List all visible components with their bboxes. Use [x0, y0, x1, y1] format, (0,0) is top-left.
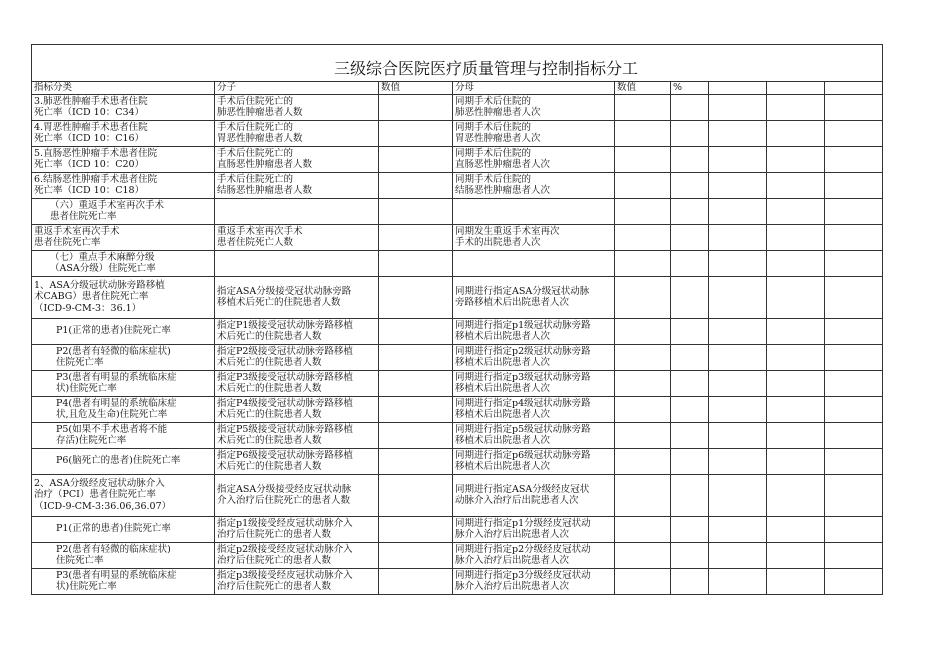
category-cell: （六）重返手术室再次手术 患者住院死亡率: [32, 198, 215, 224]
blank-cell[interactable]: [825, 318, 883, 344]
denominator-value-cell[interactable]: [615, 224, 671, 250]
blank-cell[interactable]: [709, 516, 767, 542]
table-row: [32, 370, 883, 396]
numerator-value-cell[interactable]: [379, 568, 453, 594]
indicator-table: [31, 44, 883, 595]
numerator-value-cell[interactable]: [379, 172, 453, 198]
blank-cell[interactable]: [825, 516, 883, 542]
category-cell: 重返手术室再次手术 患者住院死亡率: [32, 224, 215, 250]
denominator-value-cell[interactable]: [615, 146, 671, 172]
blank-cell[interactable]: [825, 198, 883, 224]
denominator-cell: 同期进行指定ASA分级冠状动脉 旁路移植术后出院患者人次: [453, 276, 615, 318]
table-row: [32, 224, 883, 250]
blank-cell[interactable]: [825, 276, 883, 318]
table-row: [32, 120, 883, 146]
numerator-value-cell[interactable]: [379, 318, 453, 344]
denominator-cell: 同期进行指定p3级冠状动脉旁路 移植术后出院患者人次: [453, 370, 615, 396]
category-cell: 2、ASA分级经皮冠状动脉介入 治疗（PCI）患者住院死亡率 （ICD-9-CM-3:36.06,36.07）: [32, 474, 215, 516]
category-cell: 5.直肠恶性肿瘤手术患者住院 死亡率（ICD 10：C20）: [32, 146, 215, 172]
table-row: [32, 542, 883, 568]
page-title: 三级综合医院医疗质量管理与控制指标分工: [334, 58, 639, 78]
numerator-cell: 指定P1级接受冠状动脉旁路移植 术后死亡的住院患者人数: [215, 318, 379, 344]
percent-cell[interactable]: [671, 422, 709, 448]
denominator-cell: 同期进行指定p1级冠状动脉旁路 移植术后出院患者人次: [453, 318, 615, 344]
numerator-cell: 手术后住院死亡的 胃恶性肿瘤患者人数: [215, 120, 379, 146]
blank-cell[interactable]: [709, 568, 767, 594]
table-row: [32, 422, 883, 448]
denominator-cell: 同期进行指定p1分级经皮冠状动 脉介入治疗后出院患者人次: [453, 516, 615, 542]
denominator-cell: [453, 250, 615, 276]
blank-cell[interactable]: [825, 120, 883, 146]
blank-cell[interactable]: [767, 120, 825, 146]
blank-cell[interactable]: [825, 146, 883, 172]
numerator-value-cell[interactable]: [379, 146, 453, 172]
blank-cell[interactable]: [709, 146, 767, 172]
category-cell: P3(患者有明显的系统临床症 状)住院死亡率: [32, 370, 215, 396]
blank-cell[interactable]: [709, 542, 767, 568]
numerator-value-cell[interactable]: [379, 396, 453, 422]
blank-cell[interactable]: [825, 370, 883, 396]
numerator-value-cell[interactable]: [379, 276, 453, 318]
category-cell: P3(患者有明显的系统临床症 状)住院死亡率: [32, 568, 215, 594]
blank-cell[interactable]: [709, 276, 767, 318]
blank-cell[interactable]: [825, 542, 883, 568]
blank-cell[interactable]: [709, 318, 767, 344]
blank-cell[interactable]: [825, 344, 883, 370]
title-cell: [32, 45, 883, 82]
blank-cell[interactable]: [709, 422, 767, 448]
header-blank: [767, 81, 825, 94]
denominator-value-cell[interactable]: [615, 318, 671, 344]
denominator-value-cell[interactable]: [615, 516, 671, 542]
numerator-value-cell[interactable]: [379, 422, 453, 448]
blank-cell[interactable]: [767, 318, 825, 344]
numerator-cell: 指定p1级接受经皮冠状动脉介入 治疗后住院死亡的患者人数: [215, 516, 379, 542]
header-blank: [709, 81, 767, 94]
numerator-cell: 指定ASA分级接受冠状动脉旁路 移植术后死亡的住院患者人数: [215, 276, 379, 318]
denominator-cell: 同期进行指定ASA分级经皮冠状 动脉介入治疗后出院患者人次: [453, 474, 615, 516]
category-cell: P1(正常的患者)住院死亡率: [32, 516, 215, 542]
table-row: [32, 474, 883, 516]
percent-cell[interactable]: [671, 250, 709, 276]
denominator-cell: 同期手术后住院的 胃恶性肿瘤患者人次: [453, 120, 615, 146]
denominator-cell: [453, 198, 615, 224]
blank-cell[interactable]: [825, 94, 883, 120]
numerator-value-cell[interactable]: [379, 120, 453, 146]
percent-cell[interactable]: [671, 198, 709, 224]
header-numerator-value: 数值: [379, 81, 453, 94]
percent-cell[interactable]: [671, 224, 709, 250]
numerator-value-cell[interactable]: [379, 448, 453, 474]
category-cell: 1、ASA分级冠状动脉旁路移植 术CABG）患者住院死亡率 （ICD-9-CM-3：36.1）: [32, 276, 215, 318]
percent-cell[interactable]: [671, 396, 709, 422]
header-percent: %: [671, 81, 709, 94]
denominator-cell: 同期进行指定p2分级经皮冠状动 脉介入治疗后出院患者人次: [453, 542, 615, 568]
percent-cell[interactable]: [671, 276, 709, 318]
blank-cell[interactable]: [767, 396, 825, 422]
numerator-cell: 手术后住院死亡的 肺恶性肿瘤患者人数: [215, 94, 379, 120]
blank-cell[interactable]: [767, 422, 825, 448]
category-cell: P2(患者有轻微的临床症状) 住院死亡率: [32, 344, 215, 370]
percent-cell[interactable]: [671, 146, 709, 172]
blank-cell[interactable]: [767, 94, 825, 120]
blank-cell[interactable]: [767, 198, 825, 224]
blank-cell[interactable]: [767, 344, 825, 370]
blank-cell[interactable]: [825, 568, 883, 594]
percent-cell[interactable]: [671, 344, 709, 370]
percent-cell[interactable]: [671, 172, 709, 198]
numerator-cell: 指定p2级接受经皮冠状动脉介入 治疗后住院死亡的患者人数: [215, 542, 379, 568]
blank-cell[interactable]: [767, 568, 825, 594]
denominator-cell: 同期进行指定p2级冠状动脉旁路 移植术后出院患者人次: [453, 344, 615, 370]
blank-cell[interactable]: [825, 396, 883, 422]
blank-cell[interactable]: [825, 250, 883, 276]
numerator-value-cell[interactable]: [379, 344, 453, 370]
numerator-value-cell[interactable]: [379, 224, 453, 250]
denominator-value-cell[interactable]: [615, 276, 671, 318]
numerator-value-cell[interactable]: [379, 516, 453, 542]
blank-cell[interactable]: [767, 172, 825, 198]
blank-cell[interactable]: [709, 474, 767, 516]
numerator-value-cell[interactable]: [379, 542, 453, 568]
blank-cell[interactable]: [825, 474, 883, 516]
numerator-cell: 指定p3级接受经皮冠状动脉介入 治疗后住院死亡的患者人数: [215, 568, 379, 594]
numerator-cell: [215, 198, 379, 224]
denominator-value-cell[interactable]: [615, 474, 671, 516]
percent-cell[interactable]: [671, 120, 709, 146]
table-row: [32, 276, 883, 318]
denominator-value-cell[interactable]: [615, 396, 671, 422]
category-cell: P1(正常的患者)住院死亡率: [32, 318, 215, 344]
table-row: [32, 250, 883, 276]
table-row: [32, 516, 883, 542]
table-row: [32, 448, 883, 474]
blank-cell[interactable]: [825, 448, 883, 474]
numerator-cell: 指定ASA分级接受经皮冠状动脉 介入治疗后住院死亡的患者人数: [215, 474, 379, 516]
denominator-cell: 同期进行指定p6级冠状动脉旁路 移植术后出院患者人次: [453, 448, 615, 474]
denominator-cell: 同期发生重返手术室再次 手术的出院患者人次: [453, 224, 615, 250]
denominator-value-cell[interactable]: [615, 250, 671, 276]
blank-cell[interactable]: [767, 448, 825, 474]
numerator-cell: 指定P3级接受冠状动脉旁路移植 术后死亡的住院患者人数: [215, 370, 379, 396]
header-blank: [825, 81, 883, 94]
blank-cell[interactable]: [709, 344, 767, 370]
table-row: [32, 94, 883, 120]
numerator-cell: 指定P4级接受冠状动脉旁路移植 术后死亡的住院患者人数: [215, 396, 379, 422]
blank-cell[interactable]: [825, 224, 883, 250]
category-cell: P2(患者有轻微的临床症状) 住院死亡率: [32, 542, 215, 568]
denominator-value-cell[interactable]: [615, 370, 671, 396]
category-cell: 3.肺恶性肿瘤手术患者住院 死亡率（ICD 10：C34）: [32, 94, 215, 120]
spreadsheet: [31, 44, 882, 595]
numerator-value-cell[interactable]: [379, 370, 453, 396]
denominator-cell: 同期手术后住院的 肺恶性肿瘤患者人次: [453, 94, 615, 120]
category-cell: 4.胃恶性肿瘤手术患者住院 死亡率（ICD 10：C16）: [32, 120, 215, 146]
blank-cell[interactable]: [767, 146, 825, 172]
denominator-value-cell[interactable]: [615, 172, 671, 198]
table-row: [32, 172, 883, 198]
percent-cell[interactable]: [671, 370, 709, 396]
denominator-cell: 同期手术后住院的 直肠恶性肿瘤患者人次: [453, 146, 615, 172]
numerator-cell: 手术后住院死亡的 直肠恶性肿瘤患者人数: [215, 146, 379, 172]
blank-cell[interactable]: [709, 250, 767, 276]
header-category: 指标分类: [32, 81, 215, 94]
denominator-value-cell[interactable]: [615, 120, 671, 146]
numerator-value-cell[interactable]: [379, 198, 453, 224]
header-numerator: 分子: [215, 81, 379, 94]
blank-cell[interactable]: [709, 370, 767, 396]
table-row: [32, 318, 883, 344]
category-cell: P6(脑死亡的患者)住院死亡率: [32, 448, 215, 474]
blank-cell[interactable]: [709, 172, 767, 198]
numerator-value-cell[interactable]: [379, 474, 453, 516]
numerator-value-cell[interactable]: [379, 250, 453, 276]
blank-cell[interactable]: [767, 250, 825, 276]
percent-cell[interactable]: [671, 474, 709, 516]
table-row: [32, 396, 883, 422]
blank-cell[interactable]: [709, 120, 767, 146]
numerator-cell: 手术后住院死亡的 结肠恶性肿瘤患者人数: [215, 172, 379, 198]
numerator-cell: 指定P6级接受冠状动脉旁路移植 术后死亡的住院患者人数: [215, 448, 379, 474]
blank-cell[interactable]: [767, 370, 825, 396]
category-cell: P5(如果不手术患者将不能 存活)住院死亡率: [32, 422, 215, 448]
percent-cell[interactable]: [671, 542, 709, 568]
blank-cell[interactable]: [709, 94, 767, 120]
table-row: [32, 344, 883, 370]
blank-cell[interactable]: [709, 448, 767, 474]
percent-cell[interactable]: [671, 318, 709, 344]
denominator-cell: 同期进行指定p3分级经皮冠状动 脉介入治疗后出院患者人次: [453, 568, 615, 594]
numerator-cell: 指定P2级接受冠状动脉旁路移植 术后死亡的住院患者人数: [215, 344, 379, 370]
denominator-value-cell[interactable]: [615, 344, 671, 370]
denominator-cell: 同期进行指定p4级冠状动脉旁路 移植术后出院患者人次: [453, 396, 615, 422]
blank-cell[interactable]: [767, 516, 825, 542]
blank-cell[interactable]: [767, 474, 825, 516]
denominator-value-cell[interactable]: [615, 542, 671, 568]
percent-cell[interactable]: [671, 516, 709, 542]
blank-cell[interactable]: [825, 172, 883, 198]
category-cell: P4(患者有明显的系统临床症 状,且危及生命)住院死亡率: [32, 396, 215, 422]
blank-cell[interactable]: [709, 396, 767, 422]
percent-cell[interactable]: [671, 94, 709, 120]
denominator-value-cell[interactable]: [615, 448, 671, 474]
title-row: [32, 45, 883, 82]
blank-cell[interactable]: [709, 224, 767, 250]
blank-cell[interactable]: [709, 198, 767, 224]
header-denominator-value: 数值: [615, 81, 671, 94]
denominator-cell: 同期手术后住院的 结肠恶性肿瘤患者人次: [453, 172, 615, 198]
header-denominator: 分母: [453, 81, 615, 94]
blank-cell[interactable]: [767, 276, 825, 318]
blank-cell[interactable]: [767, 542, 825, 568]
category-cell: 6.结肠恶性肿瘤手术患者住院 死亡率（ICD 10：C18）: [32, 172, 215, 198]
numerator-value-cell[interactable]: [379, 94, 453, 120]
denominator-value-cell[interactable]: [615, 198, 671, 224]
category-cell: （七）重点手术麻醉分级 （ASA分级）住院死亡率: [32, 250, 215, 276]
table-row: [32, 198, 883, 224]
numerator-cell: [215, 250, 379, 276]
blank-cell[interactable]: [767, 224, 825, 250]
denominator-cell: 同期进行指定p5级冠状动脉旁路 移植术后出院患者人次: [453, 422, 615, 448]
numerator-cell: 指定P5级接受冠状动脉旁路移植 术后死亡的住院患者人数: [215, 422, 379, 448]
denominator-value-cell[interactable]: [615, 94, 671, 120]
denominator-value-cell[interactable]: [615, 422, 671, 448]
header-row: [32, 81, 883, 94]
percent-cell[interactable]: [671, 448, 709, 474]
percent-cell[interactable]: [671, 568, 709, 594]
table-row: [32, 568, 883, 594]
table-row: [32, 146, 883, 172]
numerator-cell: 重返手术室再次手术 患者住院死亡人数: [215, 224, 379, 250]
denominator-value-cell[interactable]: [615, 568, 671, 594]
blank-cell[interactable]: [825, 422, 883, 448]
